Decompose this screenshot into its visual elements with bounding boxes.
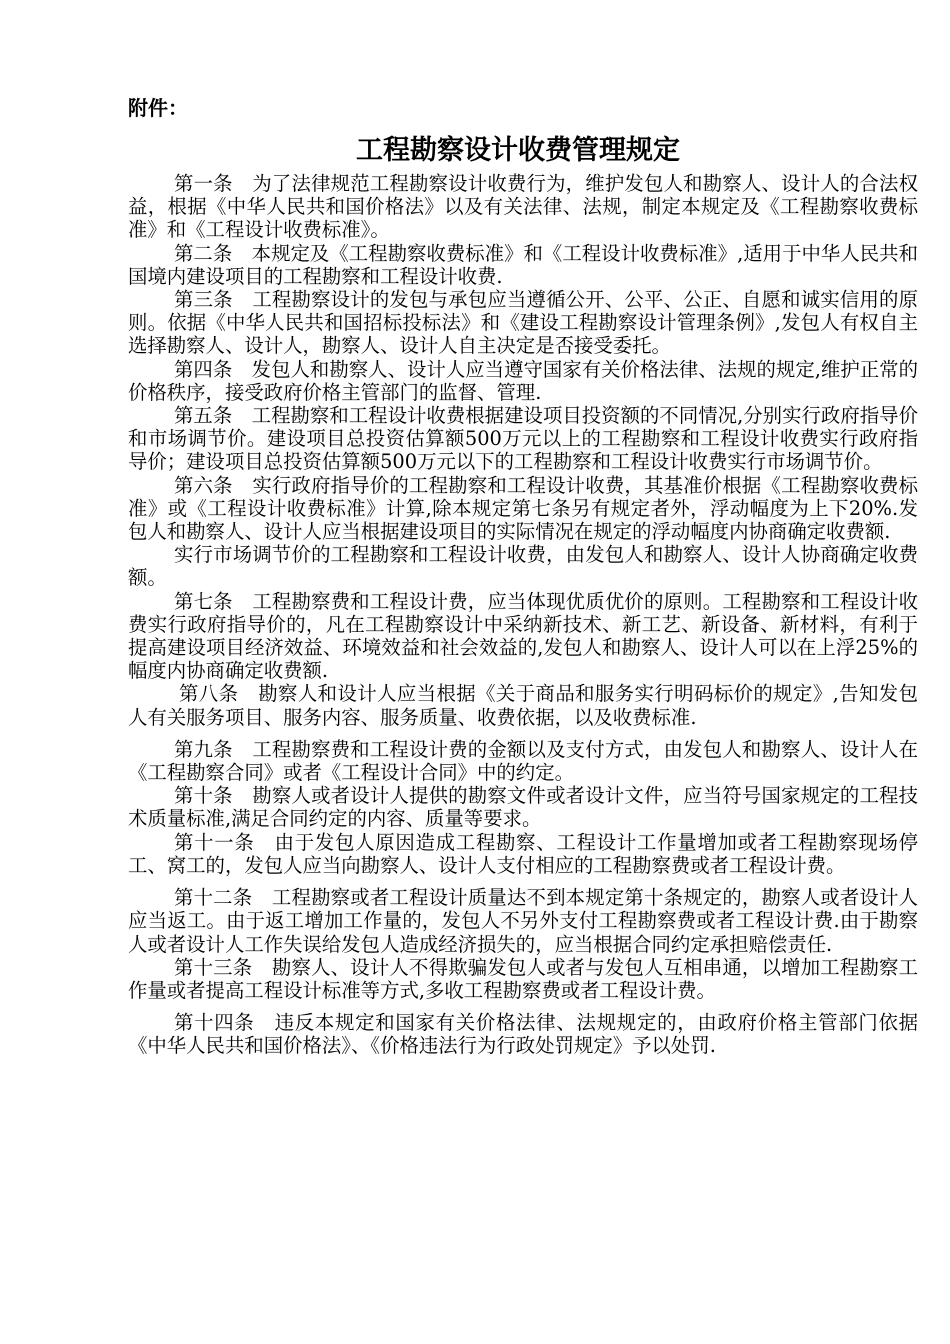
article-14: 第十四条 违反本规定和国家有关价格法律、法规规定的，由政府价格主管部门依据《中华人民共和国价格法》、《价格违法行为行政处罚规定》予以处罚. bbox=[128, 1011, 918, 1058]
attachment-label: 附件： bbox=[128, 96, 188, 120]
article-9: 第九条 工程勘察费和工程设计费的金额以及支付方式，由发包人和勘察人、设计人在《工程勘察合同》或者《工程设计合同》中的约定。 bbox=[128, 737, 918, 785]
article-13: 第十三条 勘察人、设计人不得欺骗发包人或者与发包人互相串通，以增加工程勘察工作量或者提高工程设计标准等方式,多收工程勘察费或者工程设计费。 bbox=[128, 955, 918, 1002]
document-body bbox=[128, 172, 918, 1058]
document-title: 工程勘察设计收费管理规定 bbox=[356, 135, 680, 166]
article-12: 第十二条 工程勘察或者工程设计质量达不到本规定第十条规定的，勘察人或者设计人应当返工。由于返工增加工作量的，发包人不另外支付工程勘察费或者工程设计费.由于勘察人或者设计人工作失误给发包人造成经济损失的，应当根据合同约定承担赔偿责任. bbox=[128, 886, 918, 956]
article-10: 第十条 勘察人或者设计人提供的勘察文件或者设计文件，应当符号国家规定的工程技术质量标准,满足合同约定的内容、质量等要求。 bbox=[128, 784, 918, 831]
article-11: 第十一条 由于发包人原因造成工程勘察、工程设计工作量增加或者工程勘察现场停工、窝工的，发包人应当向勘察人、设计人支付相应的工程勘察费或者工程设计费。 bbox=[128, 830, 918, 877]
article-2: 第二条 本规定及《工程勘察收费标准》和《工程设计收费标准》,适用于中华人民共和国境内建设项目的工程勘察和工程设计收费. bbox=[128, 241, 918, 288]
article-7: 第七条 工程勘察费和工程设计费，应当体现优质优价的原则。工程勘察和工程设计收费实行政府指导价的，凡在工程勘察设计中采纳新技术、新工艺、新设备、新材料，有利于提高建设项目经济效益、环境效益和社会效益的,发包人和勘察人、设计人可以在上浮25%的幅度内协商确定收费额. bbox=[128, 589, 918, 683]
article-5: 第五条 工程勘察和工程设计收费根据建设项目投资额的不同情况,分别实行政府指导价和市场调节价。建设项目总投资估算额500万元以上的工程勘察和工程设计收费实行政府指导价；建设项目总投资估算额500万元以下的工程勘察和工程设计收费实行市场调节价。 bbox=[128, 404, 918, 474]
article-3: 第三条 工程勘察设计的发包与承包应当遵循公开、公平、公正、自愿和诚实信用的原则。依据《中华人民共和国招标投标法》和《建设工程勘察设计管理条例》,发包人有权自主选择勘察人、设计人，勘察人、设计人自主决定是否接受委托。 bbox=[128, 288, 918, 358]
article-8: 第八条 勘察人和设计人应当根据《关于商品和服务实行明码标价的规定》,告知发包人有关服务项目、服务内容、服务质量、收费依据，以及收费标准. bbox=[128, 682, 918, 729]
article-1: 第一条 为了法律规范工程勘察设计收费行为，维护发包人和勘察人、设计人的合法权益，根据《中华人民共和国价格法》以及有关法律、法规，制定本规定及《工程勘察收费标准》和《工程设计收费标准》。 bbox=[128, 172, 918, 242]
article-6: 第六条 实行政府指导价的工程勘察和工程设计收费，其基准价根据《工程勘察收费标准》或《工程设计收费标准》计算,除本规定第七条另有规定者外，浮动幅度为上下20%.发包人和勘察人、设计人应当根据建设项目的实际情况在规定的浮动幅度内协商确定收费额. bbox=[128, 473, 918, 544]
article-4: 第四条 发包人和勘察人、设计人应当遵守国家有关价格法律、法规的规定,维护正常的价格秩序，接受政府价格主管部门的监督、管理. bbox=[128, 357, 918, 404]
article-6-continued: 实行市场调节价的工程勘察和工程设计收费，由发包人和勘察人、设计人协商确定收费额。 bbox=[128, 543, 918, 590]
